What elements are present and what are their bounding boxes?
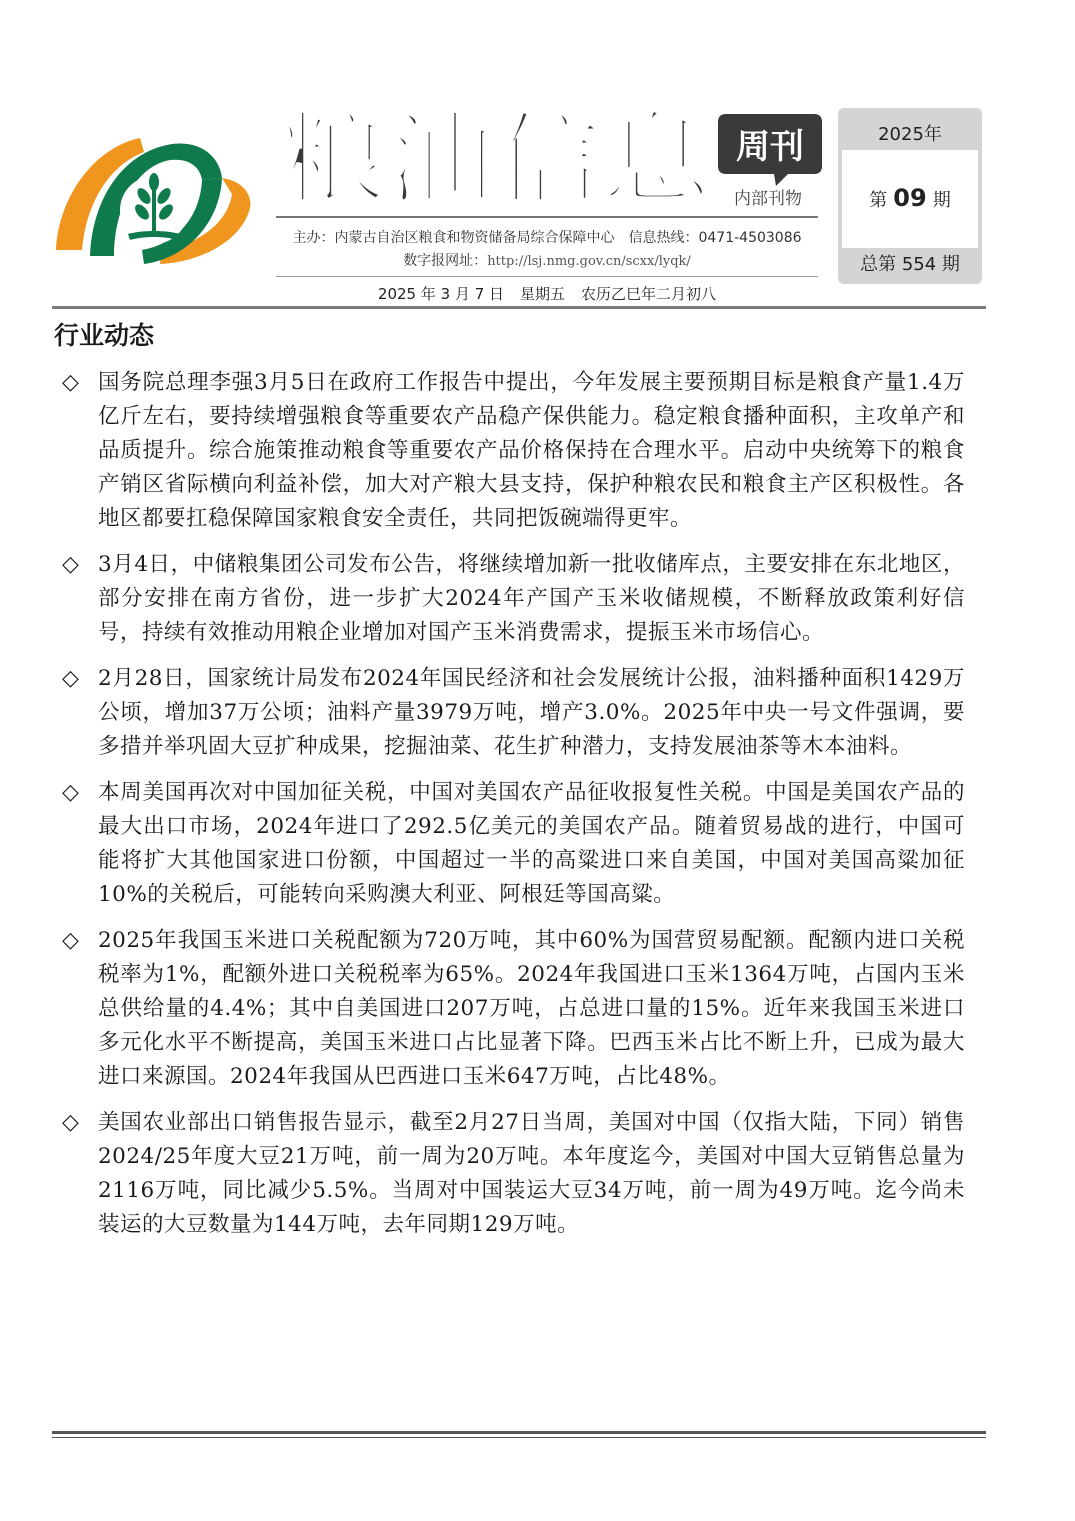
diamond-bullet-icon: ◇ [62,928,80,953]
weekly-badge-text: 周刊 [736,127,804,167]
masthead-title-text: 粮油信息 [278,102,713,210]
diamond-bullet-icon: ◇ [62,1110,80,1135]
diamond-bullet-icon: ◇ [62,370,80,395]
issue-prefix: 第 [869,190,888,211]
news-item [60,1106,965,1242]
masthead-title [276,102,716,210]
issue-number: 09 [893,184,927,212]
news-item-text: 3月4日，中储粮集团公司发布公告，将继续增加新一批收储库点，主要安排在东北地区，部分安排在南方省份，进一步扩大2024年产国产玉米收储规模，不断释放政策利好信号，持续有效推动用粮企业增加对国产玉米消费需求，提振玉米市场信心。 [98,552,965,645]
diamond-bullet-icon: ◇ [62,780,80,805]
internal-publication-label: 内部刊物 [734,189,802,209]
dateline [276,282,818,306]
website-url[interactable]: http://lsj.nmg.gov.cn/scxx/lyqk/ [487,254,691,269]
news-item [60,366,965,536]
news-item-text: 美国农业部出口销售报告显示，截至2月27日当周，美国对中国（仅指大陆，下同）销售2024/25年度大豆21万吨，前一周为20万吨。本年度迄今，美国对中国大豆销售总量为2116万吨，同比减少5.5%。当周对中国装运大豆34万吨，前一周为49万吨。迄今尚未装运的大豆数量为144万吨，去年同期129万吨。 [98,1110,965,1237]
title-divider [276,216,818,218]
news-item-text: 2月28日，国家统计局发布2024年国民经济和社会发展统计公报，油料播种面积1429万公顷，增加37万公顷；油料产量3979万吨，增产3.0%。2025年中央一号文件强调，要多措并举巩固大豆扩种成果，挖掘油菜、花生扩种潜力，支持发展油茶等木本油料。 [98,666,965,759]
footer-rule-thick [52,1431,986,1434]
issue-box [838,108,982,284]
news-item [60,924,965,1094]
news-item [60,548,965,650]
news-item [60,662,965,764]
news-list [60,366,965,1254]
masthead-divider [276,276,818,277]
issue-year: 2025年 [878,124,942,145]
diamond-bullet-icon: ◇ [62,552,80,577]
publish-date: 2025 年 3 月 7 日 [377,285,505,303]
sponsor-text: 主办：内蒙古自治区粮食和物资储备局综合保障中心 [292,230,615,246]
footer-rule-thin [52,1437,986,1438]
section-heading: 行业动态 [54,321,155,350]
hotline-text: 信息热线：0471-4503086 [628,230,802,246]
sponsor-line [276,226,818,250]
issue-suffix: 期 [932,190,951,211]
weekday: 星期五 [520,285,566,303]
diamond-bullet-icon: ◇ [62,666,80,691]
issue-number-line [842,184,978,212]
issue-number-panel [842,150,978,248]
website-label: 数字报网址： [403,253,488,269]
header-rule [52,306,986,309]
news-item-text: 本周美国再次对中国加征关税，中国对美国农产品征收报复性关税。中国是美国农产品的最大出口市场，2024年进口了292.5亿美元的美国农产品。随着贸易战的进行，中国可能将扩大其他国家进口份额，中国超过一半的高粱进口来自美国，中国对美国高粱加征10%的关税后，可能转向采购澳大利亚、阿根廷等国高粱。 [98,780,965,907]
website-line [276,249,818,274]
lunar-date: 农历乙巳年二月初八 [581,285,717,303]
grain-logo [52,130,252,268]
issue-total: 总第 554 期 [860,254,960,275]
news-item-text: 2025年我国玉米进口关税配额为720万吨，其中60%为国营贸易配额。配额内进口关税税率为1%，配额外进口关税税率为65%。2024年我国进口玉米1364万吨，占国内玉米总供给量的4.4%；其中自美国进口207万吨，占总进口量的15%。近年来我国玉米进口多元化水平不断提高，美国玉米进口占比显著下降。巴西玉米占比不断上升，已成为最大进口来源国。2024年我国从巴西进口玉米647万吨，占比48%。 [98,928,965,1089]
news-item-text: 国务院总理李强3月5日在政府工作报告中提出，今年发展主要预期目标是粮食产量1.4万亿斤左右，要持续增强粮食等重要农产品稳产保供能力。稳定粮食播种面积，主攻单产和品质提升。综合施策推动粮食等重要农产品价格保持在合理水平。启动中央统筹下的粮食产销区省际横向利益补偿，加大对产粮大县支持，保护种粮农民和粮食主产区积极性。各地区都要扛稳保障国家粮食安全责任，共同把饭碗端得更牢。 [98,370,965,531]
news-item [60,776,965,912]
